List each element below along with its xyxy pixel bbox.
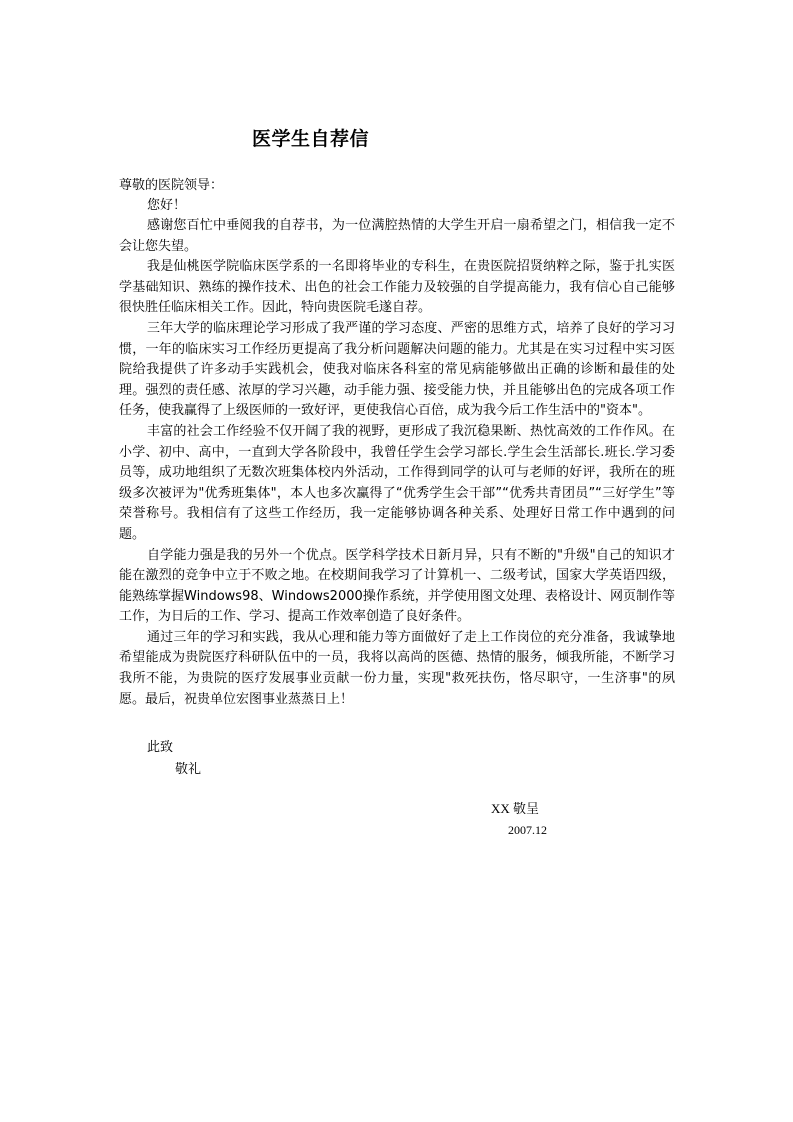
paragraph-self-learning: 自学能力强是我的另外一个优点。医学科学技术日新月异，只有不断的"升级"自己的知识才能在激烈的竞争中立于不败之地。在校期间我学习了计算机一、二级考试，国家大学英语四级，能熟练掌握Windows98、Windows2000操作系统，并学使用图文处理、表格设计、网页制作等工作，为日后的工作、学习、提高工作效率创造了良好条件。 — [119, 547, 675, 625]
paragraph-thanks: 感谢您百忙中垂阅我的自荐书，为一位满腔热情的大学生开启一扇希望之门，相信我一定不会让您失望。 — [119, 218, 675, 254]
paragraph-conclusion: 通过三年的学习和实践，我从心理和能力等方面做好了走上工作岗位的充分准备，我诚挚地希望能成为贵院医疗科研队伍中的一员，我将以高尚的医德、热情的服务，倾我所能，不断学习我所不能，为贵院的医疗发展事业贡献一份力量，实现"救死扶伤，恪尽职守，一生济事"的夙愿。最后，祝贵单位宏图事业蒸蒸日上！ — [119, 629, 675, 707]
greeting: 您好！ — [147, 198, 187, 213]
closing: 此致 — [147, 740, 174, 755]
letter-body — [119, 216, 675, 710]
closing-respect: 敬礼 — [175, 762, 202, 777]
paragraph-introduction: 我是仙桃医学院临床医学系的一名即将毕业的专科生，在贵医院招贤纳粹之际，鉴于扎实医学基础知识、熟练的操作技术、出色的社会工作能力及较强的自学提高能力，我有信心自己能够很快胜任临床相关工作。因此，特向贵医院毛遂自荐。 — [119, 259, 675, 316]
paragraph-social-work: 丰富的社会工作经验不仅开阔了我的视野，更形成了我沉稳果断、热忱高效的工作作风。在小学、初中、高中，一直到大学各阶段中，我曾任学生会学习部长.学生会生活部长.班长.学习委员等，成功地组织了无数次班集体校内外活动，工作得到同学的认可与老师的好评，我所在的班级多次被评为"优秀班集体"，本人也多次赢得了“优秀学生会干部”“优秀共青团员”“三好学生”等荣誉称号。我相信有了这些工作经历，我一定能够协调各种关系、处理好日常工作中遇到的问题。 — [119, 423, 675, 542]
signature: XX 敬呈 — [491, 801, 540, 816]
document-title: 医学生自荐信 — [252, 128, 370, 150]
salutation: 尊敬的医院领导： — [119, 178, 224, 193]
paragraph-clinical-study: 三年大学的临床理论学习形成了我严谨的学习态度、严密的思维方式，培养了良好的学习习惯，一年的临床实习工作经历更提高了我分析问题解决问题的能力。尤其是在实习过程中实习医院给我提供了许多动手实践机会，使我对临床各科室的常见病能够做出正确的诊断和最佳的处理。强烈的责任感、浓厚的学习兴趣，动手能力强、接受能力快，并且能够出色的完成各项工作任务，使我赢得了上级医师的一致好评，更使我信心百倍，成为我今后工作生活中的"资本"。 — [119, 320, 675, 419]
date: 2007.12 — [508, 823, 547, 837]
